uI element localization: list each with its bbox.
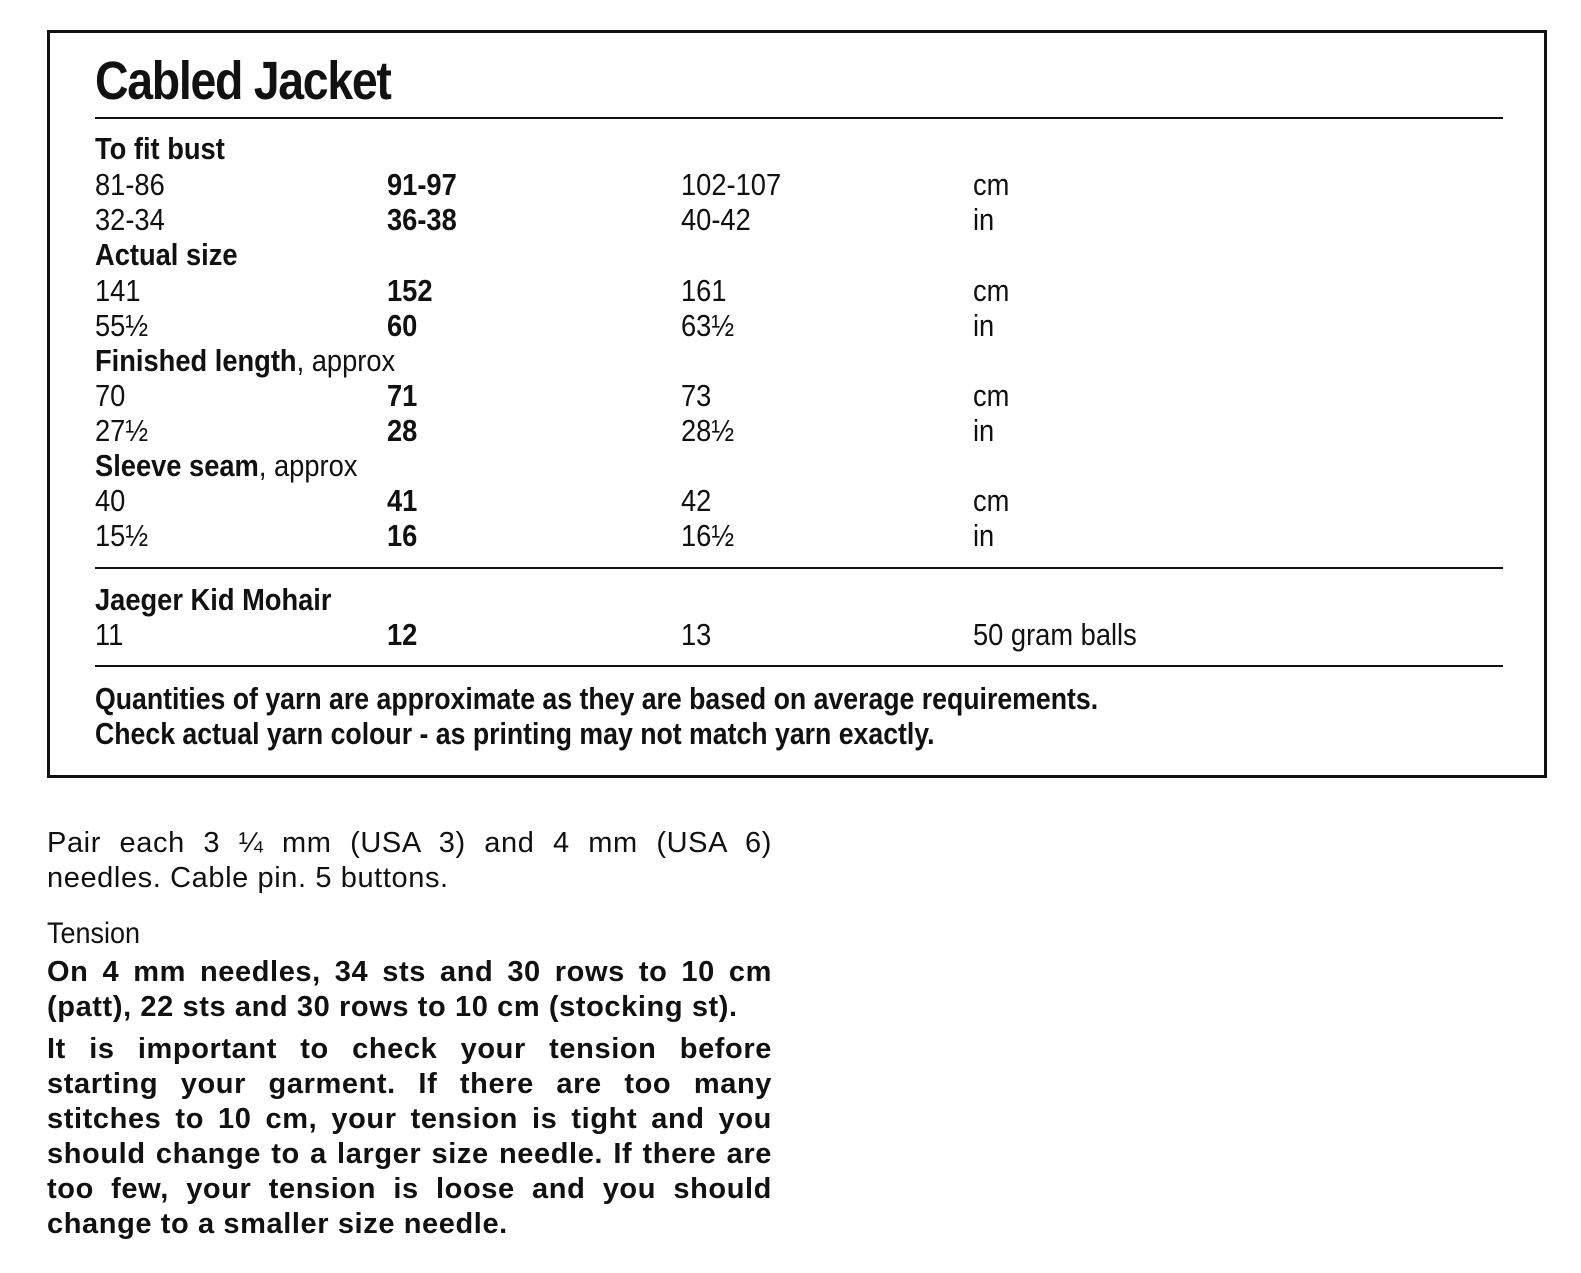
yarn-divider <box>95 567 1503 569</box>
page-title: Cabled Jacket <box>95 51 391 111</box>
tension-advice-text: It is important to check your tension before starting your garment. If there are too many stitches to 10 cm, your tension is tight and you should change to a larger size needle. If there are too few, your tension is loose and you should change to a smaller size needle. <box>47 1033 772 1240</box>
title-divider <box>95 117 1503 119</box>
section-heading-finished-length: Finished length, approx <box>95 343 396 378</box>
section-heading-sleeve-seam: Sleeve seam, approx <box>95 448 358 483</box>
yarn-heading: Jaeger Kid Mohair <box>95 582 332 617</box>
tension-heading: Tension <box>47 917 141 950</box>
notes-divider <box>95 665 1503 667</box>
section-heading-bust: To fit bust <box>95 131 225 166</box>
colour-note: Check actual yarn colour - as printing may not match yarn exactly. <box>95 716 935 751</box>
tension-gauge-text: On 4 mm needles, 34 sts and 30 rows to 10 cm (patt), 22 sts and 30 rows to 10 cm (stocking st). <box>47 956 772 1023</box>
yarn-note: Quantities of yarn are approximate as they are based on average requirements. <box>95 681 1099 716</box>
section-heading-actual-size: Actual size <box>95 237 238 272</box>
needles-text: Pair each 3 ¼ mm (USA 3) and 4 mm (USA 6) needles. Cable pin. 5 buttons. <box>47 827 772 894</box>
